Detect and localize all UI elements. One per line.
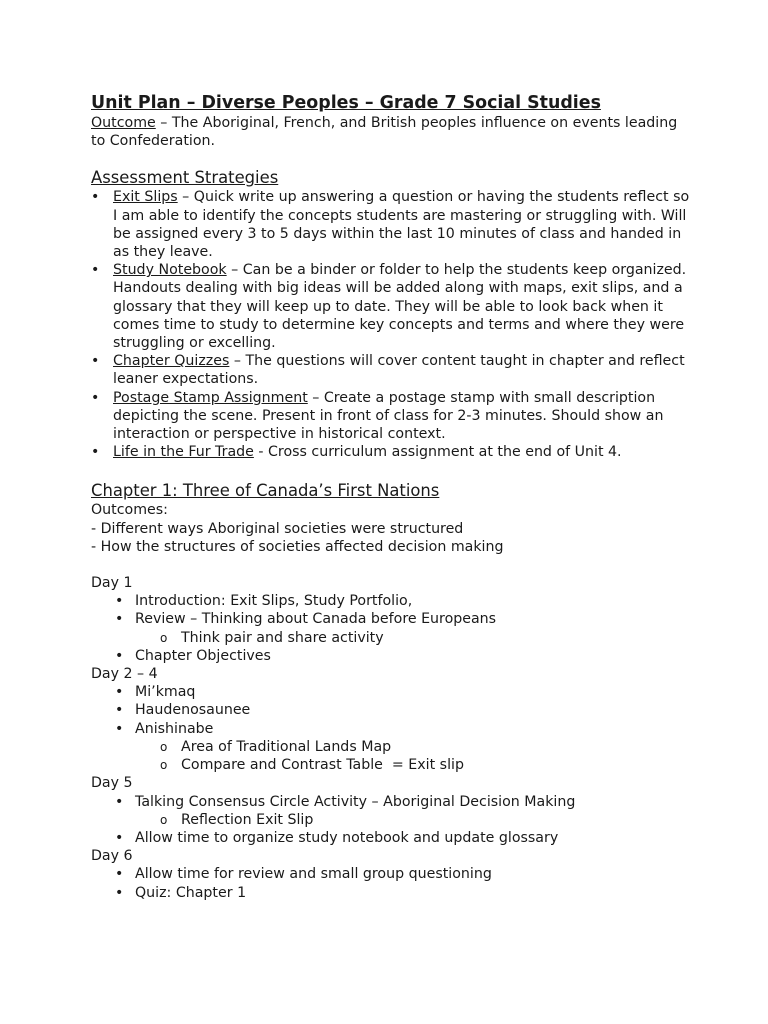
assessment-item-text: – Create a postage stamp with small description depicting the scene. Present in front of class for 2-3 minutes. Should show an interaction or perspective in historical context.: [113, 389, 664, 443]
assessment-item-label: Life in the Fur Trade: [113, 444, 254, 461]
outcomes-label: Outcomes:: [91, 502, 168, 519]
day-item: • Introduction: Exit Slips, Study Portfolio,: [91, 592, 691, 610]
assessment-item-label: Study Notebook: [113, 262, 227, 279]
assessment-heading: Assessment Strategies: [91, 168, 279, 188]
day-label: Day 2 – 4: [91, 666, 158, 683]
assessment-item-chapter-quizzes: [91, 352, 691, 388]
day-list: [91, 592, 691, 665]
outcome-text: – The Aboriginal, French, and British peoples influence on events leading to Confederation.: [91, 115, 678, 150]
assessment-item-text: – The questions will cover content taught in chapter and reflect leaner expectations.: [113, 353, 685, 388]
page-title: Unit Plan – Diverse Peoples – Grade 7 Social Studies: [91, 93, 601, 113]
day-item: • Allow time to organize study notebook and update glossary: [91, 829, 691, 847]
assessment-item-fur-trade: [91, 443, 691, 461]
day-item: • Chapter Objectives: [91, 647, 691, 665]
assessment-item-study-notebook: [91, 261, 691, 352]
day-item: • Haudenosaunee: [91, 701, 691, 719]
assessment-item-text: - Cross curriculum assignment at the end of Unit 4.: [253, 444, 622, 461]
day-item: • Talking Consensus Circle Activity – Aboriginal Decision Making: [91, 793, 691, 811]
outcome-line: - How the structures of societies affected decision making: [91, 538, 504, 555]
day-item: • Allow time for review and small group questioning: [91, 865, 691, 883]
assessment-item-label: Exit Slips: [113, 189, 178, 206]
day-item: • Review – Thinking about Canada before Europeans: [91, 610, 691, 628]
day-item: • Anishinabe: [91, 720, 691, 738]
document-page: [91, 92, 691, 902]
day-subitem: o Reflection Exit Slip: [91, 811, 691, 829]
day-list: [91, 865, 691, 901]
assessment-item-label: Postage Stamp Assignment: [113, 389, 308, 406]
assessment-list: [91, 188, 691, 461]
day-label: Day 6: [91, 848, 133, 865]
day-label: Day 1: [91, 575, 133, 592]
assessment-item-postage-stamp: [91, 389, 691, 444]
assessment-item-label: Chapter Quizzes: [113, 353, 230, 370]
assessment-item-text: – Can be a binder or folder to help the students keep organized. Handouts dealing with big ideas will be added along with maps, exit slips, and a glossary that they will keep up to date. They will be able to look back when it comes time to study to determine key concepts and terms and where they were struggling or excelling.: [113, 262, 687, 352]
day-subitem: o Compare and Contrast Table = Exit slip: [91, 756, 691, 774]
day-item: • Quiz: Chapter 1: [91, 884, 691, 902]
outcome-label: Outcome: [91, 115, 156, 131]
day-subitem: o Area of Traditional Lands Map: [91, 738, 691, 756]
chapter1-heading: Chapter 1: Three of Canada’s First Nations: [91, 481, 440, 501]
day-item: • Mi’kmaq: [91, 683, 691, 701]
assessment-item-exit-slips: [91, 188, 691, 261]
outcome-line: - Different ways Aboriginal societies were structured: [91, 520, 464, 537]
day-list: [91, 793, 691, 848]
day-list: [91, 683, 691, 774]
outcome-paragraph: [91, 114, 691, 150]
assessment-item-text: – Quick write up answering a question or having the students reflect so I am able to identify the concepts students are mastering or struggling with. Will be assigned every 3 to 5 days within the last 10 minutes of class and handed in as they leave.: [113, 189, 690, 261]
day-label: Day 5: [91, 775, 133, 792]
day-subitem: o Think pair and share activity: [91, 629, 691, 647]
